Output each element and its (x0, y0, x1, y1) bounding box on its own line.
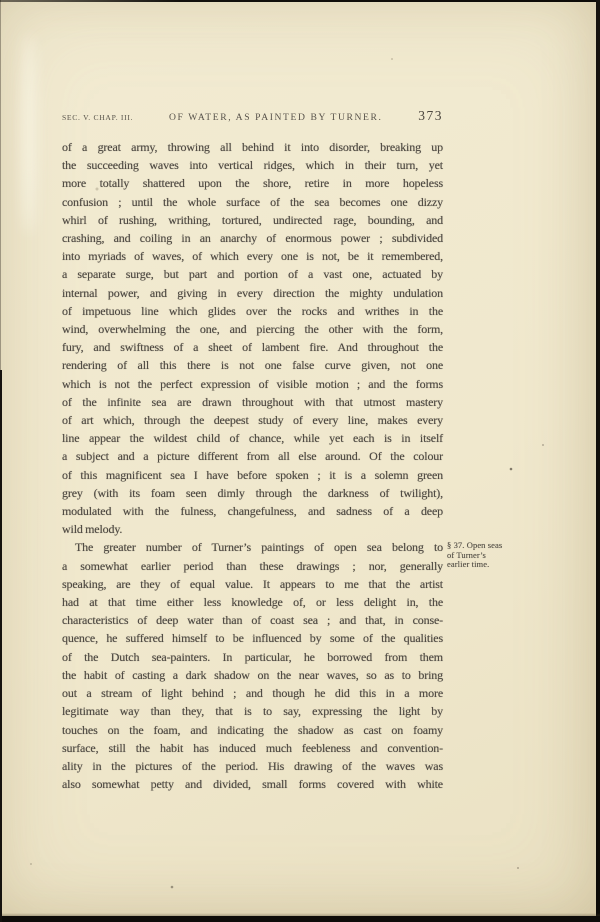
text-line: wild melody. (62, 522, 123, 537)
text-line: of a great army, throwing all behind it into disorder, breaking up (62, 140, 443, 154)
text-line: which is not the perfect expression of visible motion ; and the forms (62, 376, 443, 391)
text-line: modulated with the fulness, changefulness, and sadness of a deep (62, 504, 443, 519)
text-line: surface, still the habit has induced much feebleness and convention- (62, 740, 443, 755)
text-line: rendering of all this there is not one false curve given, not one (62, 358, 443, 373)
running-head (62, 108, 443, 124)
text-line: crashing, and coiling in an anarchy of enormous power ; subdivided (62, 231, 443, 246)
text-line: characteristics of deep water than of coast sea ; and that, in conse- (62, 613, 443, 628)
text-line: wind, overwhelming the one, and piercing the other with the form, (62, 322, 443, 337)
scan-edge-left (0, 370, 2, 922)
text-line: of impetuous line which glides over the rocks and writhes in the (62, 303, 443, 318)
scan-edge-bottom (0, 916, 600, 922)
text-line: quence, he suffered himself to be influenced by some of the qualities (62, 631, 443, 646)
scan-edge-left-faint (0, 0, 1, 370)
paragraph-2 (62, 538, 443, 793)
text-line: line appear the wildest child of chance, while yet each is in itself (62, 431, 443, 446)
text-line: fury, and swiftness of a sheet of lambent fire. And throughout the (62, 340, 443, 355)
text-line: the habit of casting a dark shadow on the near waves, so as to bring (62, 667, 443, 682)
sidenote-section-37 (447, 541, 559, 570)
scan-edge-right (596, 0, 600, 922)
text-line: of art which, through the deepest study of every line, makes every (62, 413, 443, 428)
text-line: the succeeding waves into vertical ridges, which in their turn, yet (62, 158, 443, 173)
text-line: touches on the foam, and indicating the shadow as cast on foamy (62, 722, 443, 737)
paper-sheen (22, 34, 36, 234)
text-line: The greater number of Turner’s paintings of open sea belong to (75, 540, 443, 555)
text-line: also somewhat petty and divided, small forms covered with white (62, 777, 443, 792)
running-title: OF WATER, AS PAINTED BY TURNER. (168, 112, 383, 123)
scan-edge-top (0, 0, 600, 2)
text-line: into myriads of waves, of which every one is not, be it remembered, (62, 249, 443, 264)
text-line: whirl of rushing, writhing, tortured, undirected rage, bounding, and (62, 212, 443, 227)
sidenote-line: of Turner’s (447, 549, 486, 560)
text-line: ality in the pictures of the period. His drawing of the waves was (62, 758, 443, 773)
text-line: had at that time either less knowledge of, or less delight in, the (62, 595, 443, 610)
text-line: confusion ; until the whole surface of the sea becomes one dizzy (62, 194, 443, 209)
paragraph-1 (62, 138, 443, 538)
text-line: grey (with its foam seen dimly through the darkness of twilight), (62, 485, 443, 500)
text-line: of this magnificent sea I have before spoken ; it is a solemn green (62, 467, 443, 482)
text-line: more totally shattered upon the shore, retire in more hopeless (62, 176, 443, 191)
text-line: internal power, and giving in every direction the mighty undulation (62, 285, 443, 300)
text-line: legitimate way than they, that is to say, expressing the light by (62, 704, 443, 719)
text-line: out a stream of light behind ; and though he did this in a more (62, 686, 443, 701)
text-line: of the Dutch sea-painters. In particular, he borrowed from them (62, 649, 443, 664)
text-line: a somewhat earlier period than these drawings ; nor, generally (62, 558, 443, 573)
text-line: a separate surge, but part and portion of a vast one, actuated by (62, 267, 443, 282)
sidenote-line: earlier time. (447, 559, 490, 570)
body-text (62, 138, 443, 793)
section-chapter-label: SEC. V. CHAP. III. (62, 113, 134, 122)
text-line: speaking, are they of equal value. It appears to me that the artist (62, 576, 443, 591)
text-line: of the infinite sea are drawn throughout with that utmost mastery (62, 394, 443, 409)
sidenote-line: § 37. Open seas (447, 540, 503, 550)
text-line: a subject and a picture different from all else around. Of the colour (62, 449, 443, 464)
page-number: 373 (418, 108, 443, 123)
